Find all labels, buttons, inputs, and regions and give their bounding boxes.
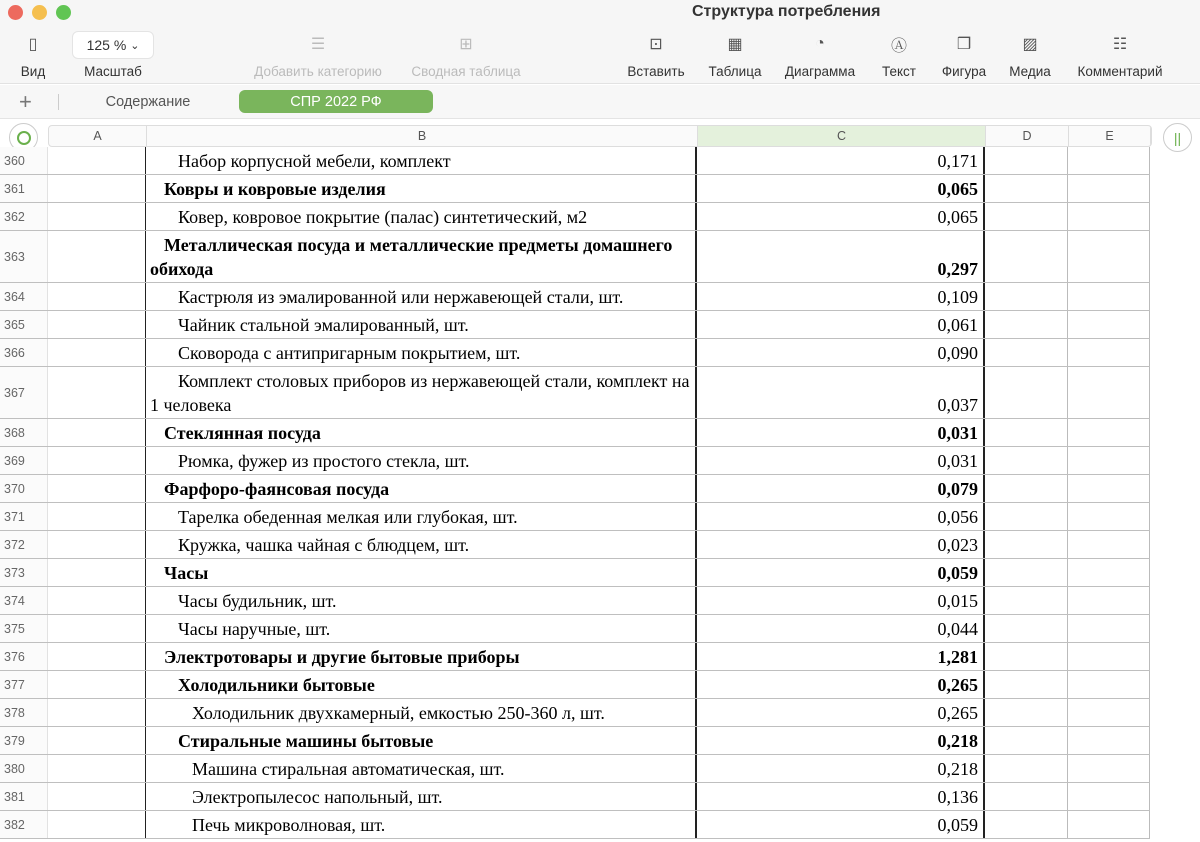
toolbar bbox=[0, 0, 1200, 84]
cell-b-name[interactable]: Часы bbox=[146, 559, 697, 586]
row-header[interactable]: 374 bbox=[0, 587, 48, 614]
toolbar-comment-button[interactable] bbox=[1068, 32, 1172, 79]
cell-b-name[interactable]: Машина стиральная автоматическая, шт. bbox=[146, 755, 697, 782]
row-header[interactable]: 361 bbox=[0, 175, 48, 202]
cell-a[interactable] bbox=[48, 559, 146, 586]
column-header-d[interactable]: D bbox=[986, 126, 1069, 146]
column-header-c[interactable]: C bbox=[698, 126, 986, 146]
cell-d[interactable] bbox=[985, 531, 1068, 558]
table-row bbox=[0, 339, 1150, 367]
cell-value-text: 0,044 bbox=[937, 619, 978, 639]
cell-d[interactable] bbox=[985, 311, 1068, 338]
cell-e[interactable] bbox=[1068, 531, 1150, 558]
cell-a[interactable] bbox=[48, 755, 146, 782]
cell-value-text: 0,031 bbox=[937, 423, 978, 443]
row-header[interactable]: 381 bbox=[0, 783, 48, 810]
cell-a[interactable] bbox=[48, 699, 146, 726]
row-header[interactable]: 372 bbox=[0, 531, 48, 558]
cell-a[interactable] bbox=[48, 783, 146, 810]
cell-e[interactable] bbox=[1068, 783, 1150, 810]
close-button[interactable] bbox=[8, 5, 23, 20]
cell-value-text: 0,171 bbox=[937, 151, 978, 171]
row-header[interactable]: 364 bbox=[0, 283, 48, 310]
toolbar-zoom-button[interactable] bbox=[72, 32, 154, 79]
cell-value-text: 0,136 bbox=[937, 787, 978, 807]
cell-value-text: 0,059 bbox=[937, 815, 978, 835]
list-icon: ☰ bbox=[310, 36, 326, 53]
chevron-down-icon: ⌄ bbox=[130, 39, 140, 52]
divider bbox=[58, 94, 59, 110]
table-row bbox=[0, 203, 1150, 231]
table-row bbox=[0, 699, 1150, 727]
cell-d[interactable] bbox=[985, 699, 1068, 726]
row-header[interactable]: 373 bbox=[0, 559, 48, 586]
cell-c-value[interactable] bbox=[697, 699, 985, 726]
toolbar-label: Добавить категорию bbox=[254, 64, 382, 79]
cell-d[interactable] bbox=[985, 783, 1068, 810]
table-row bbox=[0, 615, 1150, 643]
toolbar-label: Диаграмма bbox=[784, 64, 856, 79]
shape-icon: ❒ bbox=[956, 36, 972, 53]
cell-value-text: 0,297 bbox=[937, 259, 978, 279]
cell-d[interactable] bbox=[985, 147, 1068, 174]
table-row bbox=[0, 503, 1150, 531]
toolbar-label: Комментарий bbox=[1077, 64, 1163, 79]
cell-d[interactable] bbox=[985, 559, 1068, 586]
cell-c-value[interactable] bbox=[697, 231, 985, 282]
cell-e[interactable] bbox=[1068, 475, 1150, 502]
cell-a[interactable] bbox=[48, 811, 146, 838]
cell-e[interactable] bbox=[1068, 367, 1150, 418]
cell-a[interactable] bbox=[48, 643, 146, 670]
cell-d[interactable] bbox=[985, 643, 1068, 670]
cell-b-name[interactable]: Металлическая посуда и металлические предметы домашнего обихода bbox=[146, 231, 697, 282]
spreadsheet-grid bbox=[0, 120, 1200, 842]
cell-e[interactable] bbox=[1068, 811, 1150, 838]
cell-e[interactable] bbox=[1068, 643, 1150, 670]
cell-e[interactable] bbox=[1068, 339, 1150, 366]
row-header[interactable]: 366 bbox=[0, 339, 48, 366]
cell-a[interactable] bbox=[48, 531, 146, 558]
cell-c-value[interactable] bbox=[697, 811, 985, 838]
row-header[interactable]: 380 bbox=[0, 755, 48, 782]
table-row bbox=[0, 671, 1150, 699]
cell-e[interactable] bbox=[1068, 175, 1150, 202]
table-row bbox=[0, 367, 1150, 419]
column-headers bbox=[48, 125, 1152, 147]
cell-a[interactable] bbox=[48, 283, 146, 310]
cell-b-name[interactable]: Стеклянная посуда bbox=[146, 419, 697, 446]
toolbar-pivot-table-button bbox=[400, 32, 532, 79]
toolbar-label: Масштаб bbox=[84, 64, 142, 79]
cell-value-text: 0,079 bbox=[937, 479, 978, 499]
toolbar-label: Вставить bbox=[627, 64, 685, 79]
cell-e[interactable] bbox=[1068, 587, 1150, 614]
cell-a[interactable] bbox=[48, 447, 146, 474]
column-header-e[interactable]: E bbox=[1069, 126, 1151, 146]
row-header[interactable]: 362 bbox=[0, 203, 48, 230]
table-row bbox=[0, 811, 1150, 839]
cell-c-value[interactable] bbox=[697, 311, 985, 338]
sheet-tabs bbox=[0, 85, 1200, 119]
cell-a[interactable] bbox=[48, 203, 146, 230]
cell-d[interactable] bbox=[985, 587, 1068, 614]
toolbar-insert-button[interactable] bbox=[620, 32, 692, 79]
cell-c-value[interactable] bbox=[697, 447, 985, 474]
cell-e[interactable] bbox=[1068, 147, 1150, 174]
cell-e[interactable] bbox=[1068, 671, 1150, 698]
cell-a[interactable] bbox=[48, 475, 146, 502]
cell-b-name[interactable]: Рюмка, фужер из простого стекла, шт. bbox=[146, 447, 697, 474]
toolbar-label: Медиа bbox=[1009, 64, 1051, 79]
cell-b-name[interactable]: Холодильник двухкамерный, емкостью 250-360 л, шт. bbox=[146, 699, 697, 726]
media-icon: ▨ bbox=[1022, 36, 1038, 53]
comment-icon: ☷ bbox=[1112, 36, 1128, 53]
cell-a[interactable] bbox=[48, 367, 146, 418]
cell-b-name[interactable]: Холодильники бытовые bbox=[146, 671, 697, 698]
cell-value-text: 0,090 bbox=[937, 343, 978, 363]
cell-a[interactable] bbox=[48, 419, 146, 446]
table-row bbox=[0, 755, 1150, 783]
cell-value-text: 0,031 bbox=[937, 451, 978, 471]
cell-c-value[interactable] bbox=[697, 671, 985, 698]
text-icon: Ⓐ bbox=[890, 37, 907, 55]
cell-e[interactable] bbox=[1068, 755, 1150, 782]
table-row bbox=[0, 531, 1150, 559]
toolbar-text-button[interactable] bbox=[872, 32, 926, 79]
table-rows bbox=[0, 147, 1150, 839]
cell-value-text: 0,218 bbox=[937, 731, 978, 751]
cell-c-value[interactable] bbox=[697, 755, 985, 782]
zoom-dropdown bbox=[72, 32, 154, 56]
cell-b-name[interactable]: Ковер, ковровое покрытие (палас) синтетический, м2 bbox=[146, 203, 697, 230]
row-header[interactable]: 363 bbox=[0, 231, 48, 282]
cell-c-value[interactable] bbox=[697, 615, 985, 642]
cell-c-value[interactable] bbox=[697, 587, 985, 614]
cell-e[interactable] bbox=[1068, 559, 1150, 586]
cell-b-name[interactable]: Ковры и ковровые изделия bbox=[146, 175, 697, 202]
cell-b-name[interactable]: Электропылесос напольный, шт. bbox=[146, 783, 697, 810]
cell-value-text: 0,109 bbox=[937, 287, 978, 307]
cell-a[interactable] bbox=[48, 671, 146, 698]
window-controls bbox=[8, 5, 71, 20]
row-header[interactable]: 379 bbox=[0, 727, 48, 754]
cell-a[interactable] bbox=[48, 727, 146, 754]
cell-d[interactable] bbox=[985, 367, 1068, 418]
cell-d[interactable] bbox=[985, 727, 1068, 754]
freeze-handle-button[interactable]: || bbox=[1163, 123, 1192, 152]
cell-c-value[interactable] bbox=[697, 419, 985, 446]
chart-icon: ◔ bbox=[815, 35, 825, 52]
toolbar-sidebar-button[interactable] bbox=[15, 32, 51, 79]
minimize-button[interactable] bbox=[32, 5, 47, 20]
cell-d[interactable] bbox=[985, 503, 1068, 530]
cell-b-name[interactable]: Фарфоро-фаянсовая посуда bbox=[146, 475, 697, 502]
row-header[interactable]: 368 bbox=[0, 419, 48, 446]
table-row bbox=[0, 419, 1150, 447]
cell-e[interactable] bbox=[1068, 447, 1150, 474]
cell-b-name[interactable]: Часы будильник, шт. bbox=[146, 587, 697, 614]
cell-e[interactable] bbox=[1068, 203, 1150, 230]
row-header[interactable]: 369 bbox=[0, 447, 48, 474]
cell-b-name[interactable]: Часы наручные, шт. bbox=[146, 615, 697, 642]
cell-d[interactable] bbox=[985, 811, 1068, 838]
row-header[interactable]: 370 bbox=[0, 475, 48, 502]
row-header[interactable]: 382 bbox=[0, 811, 48, 838]
cell-e[interactable] bbox=[1068, 503, 1150, 530]
cell-d[interactable] bbox=[985, 755, 1068, 782]
cell-d[interactable] bbox=[985, 283, 1068, 310]
row-header[interactable]: 365 bbox=[0, 311, 48, 338]
cell-value-text: 1,281 bbox=[937, 647, 978, 667]
cell-value-text: 0,218 bbox=[937, 759, 978, 779]
cell-b-name[interactable]: Тарелка обеденная мелкая или глубокая, шт. bbox=[146, 503, 697, 530]
cell-d[interactable] bbox=[985, 419, 1068, 446]
cell-value-text: 0,059 bbox=[937, 563, 978, 583]
toolbar-shape-button[interactable] bbox=[933, 32, 995, 79]
table-icon: ▦ bbox=[727, 36, 743, 53]
cell-d[interactable] bbox=[985, 615, 1068, 642]
row-header[interactable]: 377 bbox=[0, 671, 48, 698]
cell-a[interactable] bbox=[48, 339, 146, 366]
cell-c-value[interactable] bbox=[697, 339, 985, 366]
cell-c-value[interactable] bbox=[697, 531, 985, 558]
table-row bbox=[0, 147, 1150, 175]
tab-spr-2022[interactable]: СПР 2022 РФ bbox=[239, 90, 433, 113]
cell-e[interactable] bbox=[1068, 727, 1150, 754]
cell-value-text: 0,065 bbox=[937, 207, 978, 227]
cell-d[interactable] bbox=[985, 339, 1068, 366]
cell-b-name[interactable]: Кастрюля из эмалированной или нержавеющей стали, шт. bbox=[146, 283, 697, 310]
table-row bbox=[0, 727, 1150, 755]
cell-a[interactable] bbox=[48, 231, 146, 282]
row-header[interactable]: 376 bbox=[0, 643, 48, 670]
cell-b-name[interactable]: Набор корпусной мебели, комплект bbox=[146, 147, 697, 174]
tab-contents[interactable]: Содержание bbox=[105, 93, 191, 110]
cell-a[interactable] bbox=[48, 147, 146, 174]
table-row bbox=[0, 587, 1150, 615]
cell-c-value[interactable] bbox=[697, 475, 985, 502]
cell-e[interactable] bbox=[1068, 311, 1150, 338]
pivot-table-icon: ⊞ bbox=[459, 36, 473, 53]
cell-e[interactable] bbox=[1068, 699, 1150, 726]
table-row bbox=[0, 559, 1150, 587]
cell-a[interactable] bbox=[48, 175, 146, 202]
cell-b-name[interactable]: Электротовары и другие бытовые приборы bbox=[146, 643, 697, 670]
cell-c-value[interactable] bbox=[697, 503, 985, 530]
cell-e[interactable] bbox=[1068, 615, 1150, 642]
cell-e[interactable] bbox=[1068, 231, 1150, 282]
column-header-a[interactable]: A bbox=[49, 126, 147, 146]
cell-c-value[interactable] bbox=[697, 783, 985, 810]
cell-c-value[interactable] bbox=[697, 147, 985, 174]
cell-d[interactable] bbox=[985, 447, 1068, 474]
cell-a[interactable] bbox=[48, 311, 146, 338]
cell-value-text: 0,037 bbox=[937, 395, 978, 415]
column-header-b[interactable]: B bbox=[147, 126, 698, 146]
add-sheet-button[interactable]: + bbox=[19, 89, 32, 114]
cell-b-name[interactable]: Стиральные машины бытовые bbox=[146, 727, 697, 754]
cell-value-text: 0,015 bbox=[937, 591, 978, 611]
row-header[interactable]: 360 bbox=[0, 147, 48, 174]
cell-b-name[interactable]: Кружка, чашка чайная с блюдцем, шт. bbox=[146, 531, 697, 558]
cell-d[interactable] bbox=[985, 231, 1068, 282]
row-header[interactable]: 371 bbox=[0, 503, 48, 530]
cell-c-value[interactable] bbox=[697, 367, 985, 418]
cell-b-name[interactable]: Сковорода с антипригарным покрытием, шт. bbox=[146, 339, 697, 366]
zoom-dropdown[interactable]: 125 % ⌄ bbox=[72, 31, 154, 59]
cell-e[interactable] bbox=[1068, 283, 1150, 310]
cell-b-name[interactable]: Чайник стальной эмалированный, шт. bbox=[146, 311, 697, 338]
toolbar-table-button[interactable] bbox=[700, 32, 770, 79]
cell-b-name[interactable]: Комплект столовых приборов из нержавеющей стали, комплект на 1 человека bbox=[146, 367, 697, 418]
cell-a[interactable] bbox=[48, 503, 146, 530]
cell-d[interactable] bbox=[985, 671, 1068, 698]
cell-value-text: 0,023 bbox=[937, 535, 978, 555]
cell-c-value[interactable] bbox=[697, 203, 985, 230]
cell-e[interactable] bbox=[1068, 419, 1150, 446]
cell-d[interactable] bbox=[985, 175, 1068, 202]
table-row bbox=[0, 283, 1150, 311]
row-header[interactable]: 375 bbox=[0, 615, 48, 642]
cell-c-value[interactable] bbox=[697, 175, 985, 202]
table-row bbox=[0, 311, 1150, 339]
cell-value-text: 0,265 bbox=[937, 675, 978, 695]
cell-c-value[interactable] bbox=[697, 283, 985, 310]
cell-value-text: 0,065 bbox=[937, 179, 978, 199]
toolbar-media-button[interactable] bbox=[1003, 32, 1057, 79]
toolbar-label: Сводная таблица bbox=[411, 64, 521, 79]
table-row bbox=[0, 175, 1150, 203]
toolbar-label: Таблица bbox=[708, 64, 762, 79]
toolbar-list-button bbox=[240, 32, 396, 79]
row-header[interactable]: 378 bbox=[0, 699, 48, 726]
cell-c-value[interactable] bbox=[697, 559, 985, 586]
circle-icon bbox=[17, 131, 31, 145]
cell-value-text: 0,265 bbox=[937, 703, 978, 723]
window-title: Структура потребления bbox=[692, 3, 881, 20]
toolbar-chart-button[interactable] bbox=[778, 32, 862, 79]
cell-d[interactable] bbox=[985, 475, 1068, 502]
toolbar-label: Вид bbox=[20, 64, 46, 79]
cell-value-text: 0,056 bbox=[937, 507, 978, 527]
table-row bbox=[0, 447, 1150, 475]
cell-d[interactable] bbox=[985, 203, 1068, 230]
cell-a[interactable] bbox=[48, 587, 146, 614]
cell-a[interactable] bbox=[48, 615, 146, 642]
table-row bbox=[0, 783, 1150, 811]
cell-b-name[interactable]: Печь микроволновая, шт. bbox=[146, 811, 697, 838]
sidebar-icon: ▯ bbox=[28, 36, 38, 53]
insert-icon: ⊡ bbox=[649, 36, 663, 53]
cell-c-value[interactable] bbox=[697, 643, 985, 670]
table-row bbox=[0, 475, 1150, 503]
maximize-button[interactable] bbox=[56, 5, 71, 20]
table-row bbox=[0, 231, 1150, 283]
cell-c-value[interactable] bbox=[697, 727, 985, 754]
row-header[interactable]: 367 bbox=[0, 367, 48, 418]
cell-value-text: 0,061 bbox=[937, 315, 978, 335]
table-row bbox=[0, 643, 1150, 671]
toolbar-label: Фигура bbox=[941, 64, 987, 79]
toolbar-label: Текст bbox=[882, 64, 916, 79]
